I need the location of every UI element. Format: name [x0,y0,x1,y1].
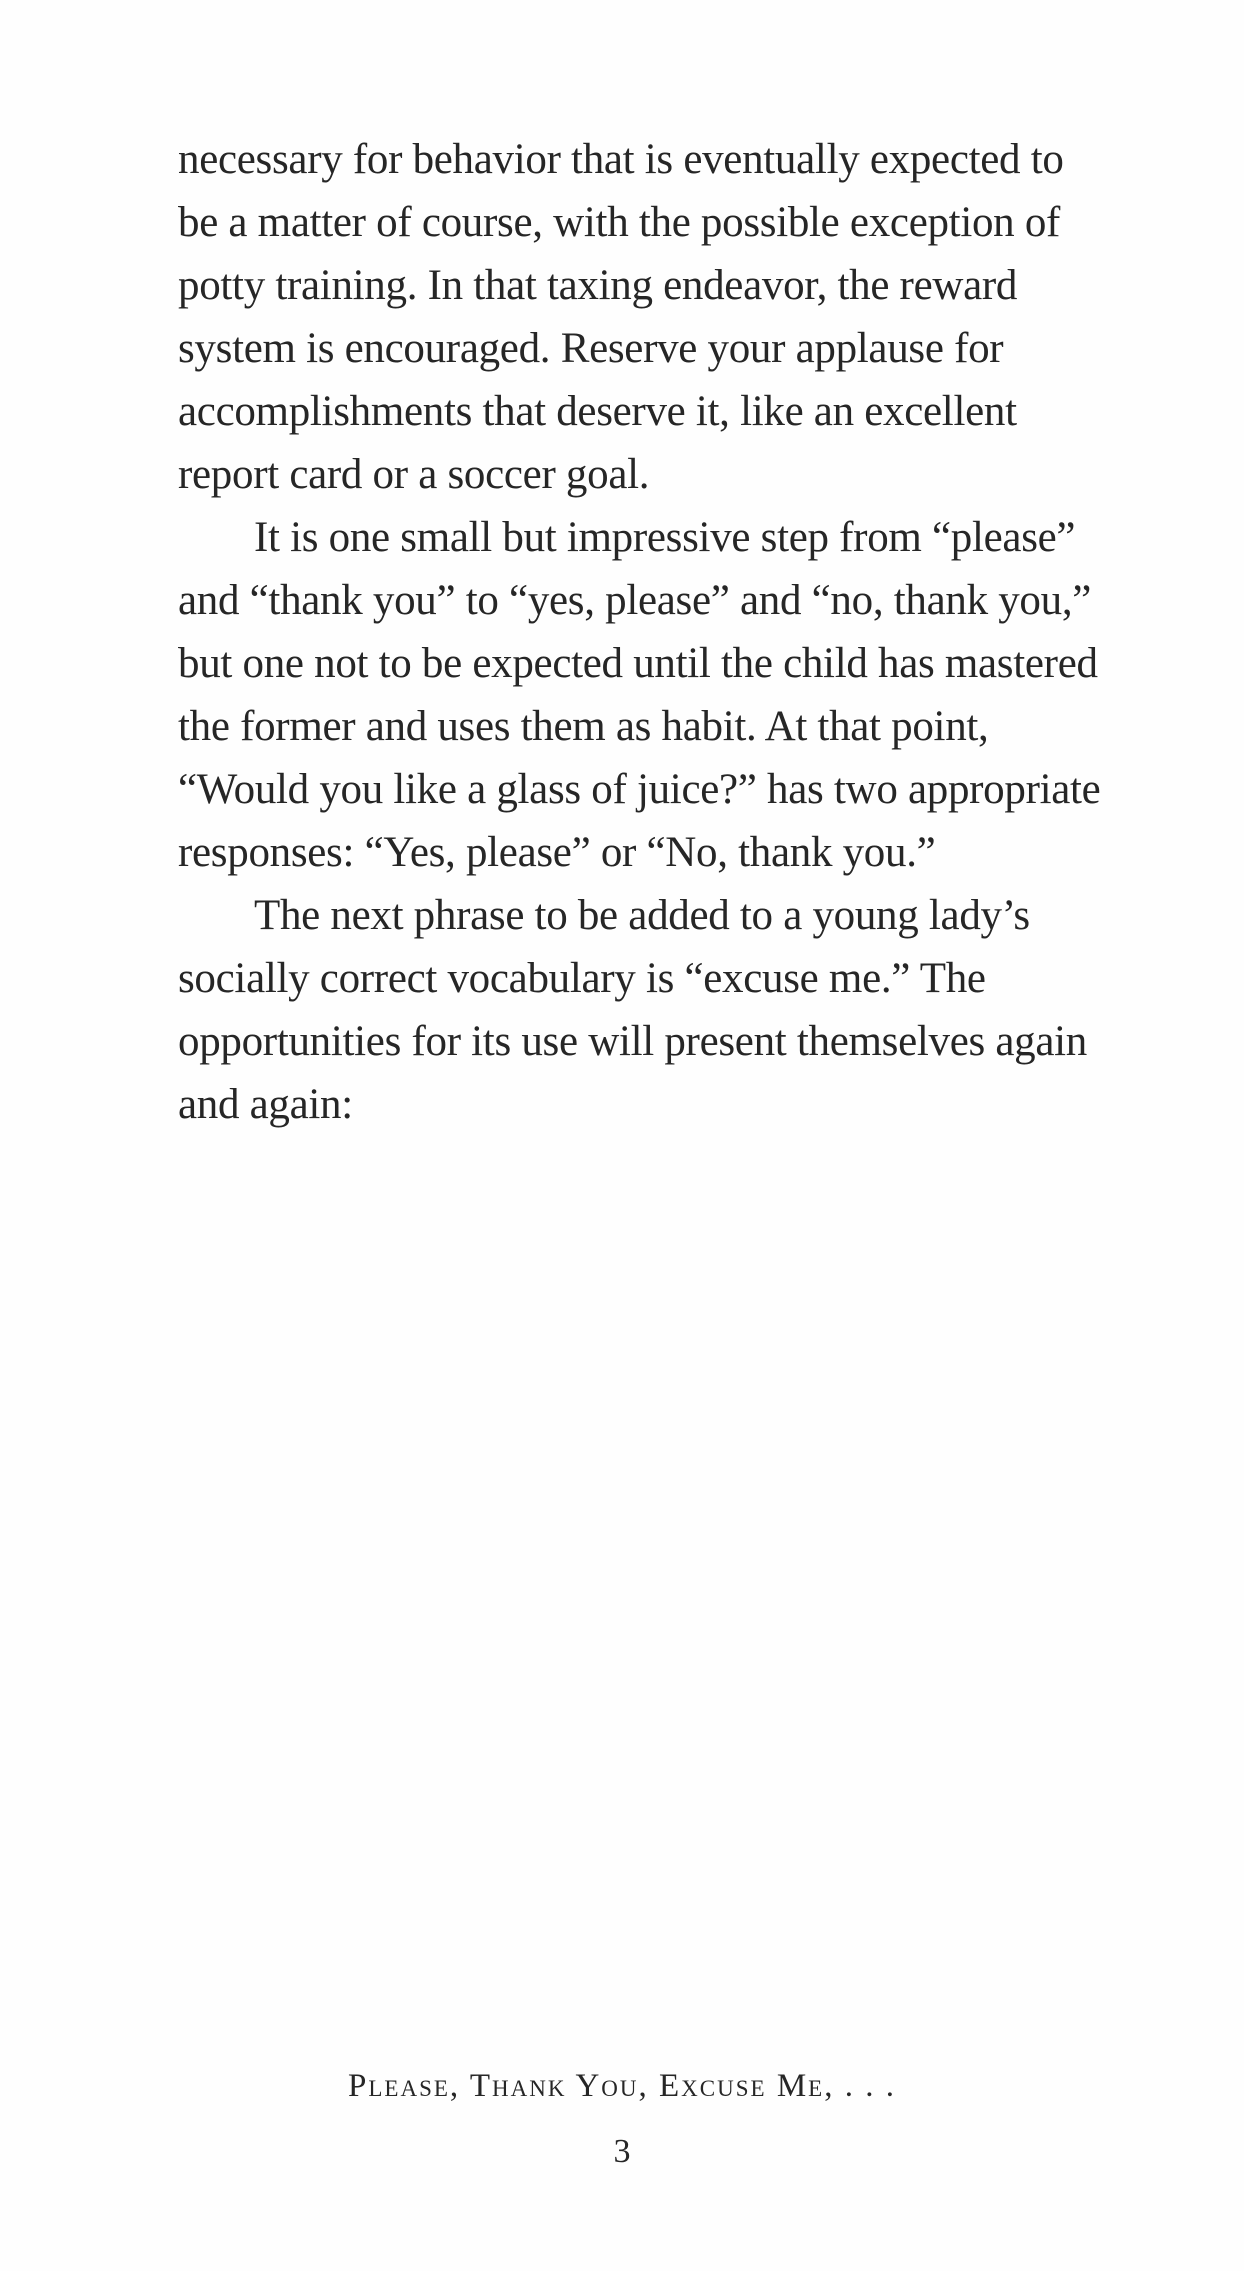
paragraph-3-line-2: socially correct vocabulary is “excuse me.” The [178,955,986,1002]
paragraph-1-line-5: accomplishments that deserve it, like an excellent [178,388,1017,435]
page-number: 3 [613,2133,631,2170]
paragraph-3-line-3: opportunities for its use will present themselves again [178,1018,1088,1065]
paragraph-2-line-4: the former and uses them as habit. At that point, [178,703,989,750]
paragraph-3-line-4: and again: [178,1081,353,1128]
body-text [178,128,1101,1136]
paragraph-1-line-1: necessary for behavior that is eventually expected to [178,136,1064,183]
paragraph-2-line-2: and “thank you” to “yes, please” and “no, thank you,” [178,577,1092,624]
running-footer-title: Please, Thank You, Excuse Me, . . . [348,2068,896,2104]
paragraph-2-line-6: responses: “Yes, please” or “No, thank you.” [178,829,936,876]
paragraph-1-line-3: potty training. In that taxing endeavor, the reward [178,262,1018,309]
paragraph-1-line-6: report card or a soccer goal. [178,451,650,498]
paragraph-1-line-4: system is encouraged. Reserve your applause for [178,325,1004,372]
paragraph-1-line-2: be a matter of course, with the possible exception of [178,199,1061,246]
paragraph-2-line-3: but one not to be expected until the child has mastered [178,640,1098,687]
paragraph-2-line-5: “Would you like a glass of juice?” has two appropriate [178,766,1101,813]
paragraph-3-line-1: The next phrase to be added to a young lady’s [254,892,1030,939]
paragraph-2-line-1: It is one small but impressive step from “please” [254,514,1076,561]
